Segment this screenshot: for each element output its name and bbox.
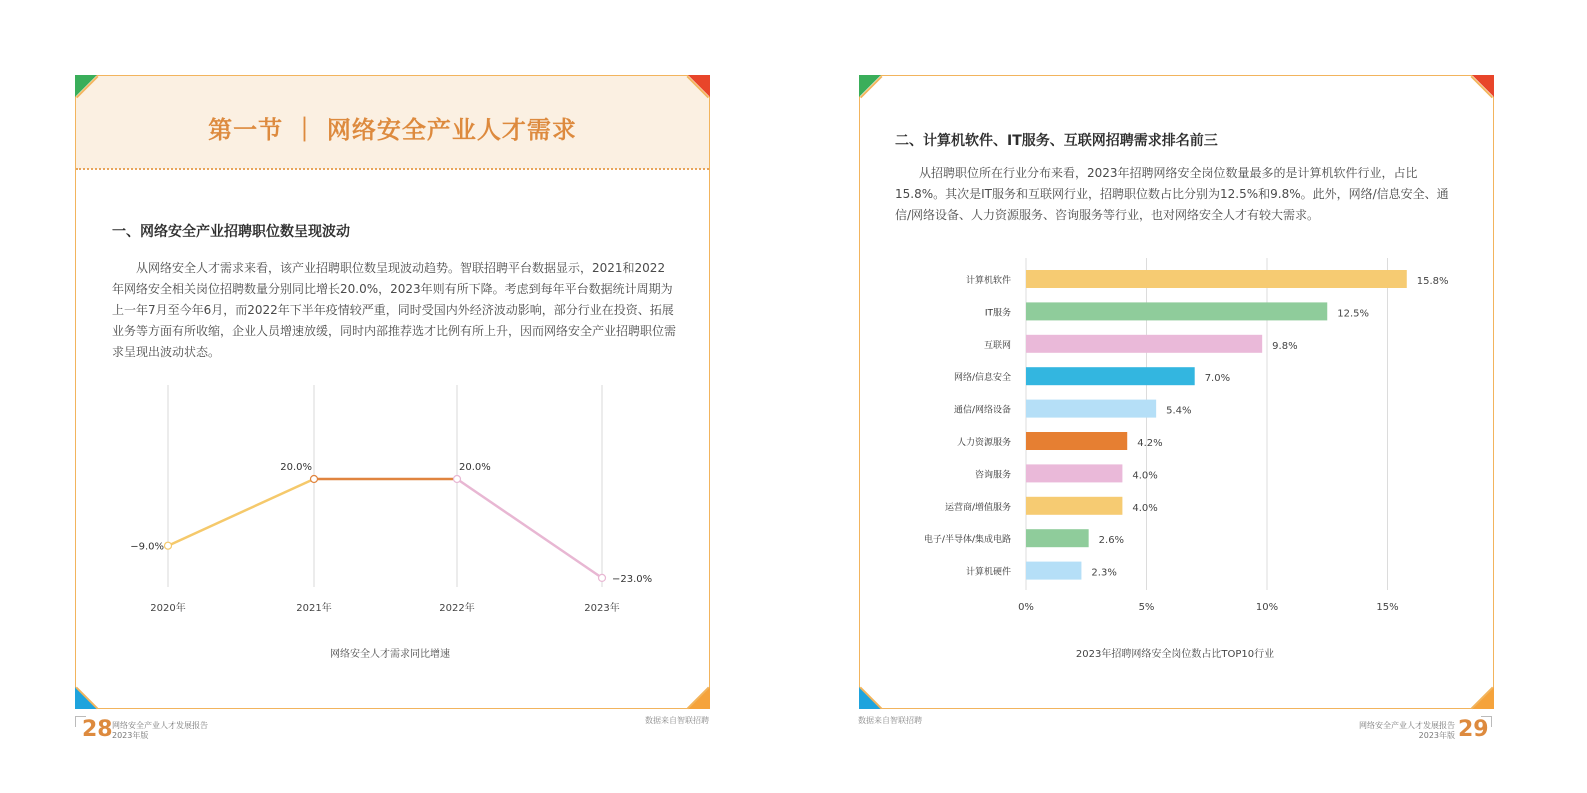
category-label: 人力资源服务	[956, 438, 1011, 448]
left-subheading: 一、网络安全产业招聘职位数呈现波动	[112, 224, 350, 240]
bar	[1026, 400, 1156, 418]
bar	[1026, 302, 1327, 320]
value-label: 9.8%	[1272, 340, 1298, 352]
right-footer-text	[1290, 721, 1455, 741]
category-label: 电子/半导体/集成电路	[923, 535, 1011, 546]
bar	[1026, 367, 1195, 385]
value-label: 4.0%	[1132, 470, 1158, 482]
footer-mark	[1481, 716, 1492, 727]
bar	[1026, 270, 1407, 288]
line-chart	[110, 380, 690, 620]
title-divider	[76, 168, 709, 170]
x-tick-label: 5%	[1138, 602, 1155, 613]
x-tick-label: 2022年	[439, 603, 475, 614]
data-label: −23.0%	[612, 573, 653, 585]
line-chart-caption: 网络安全人才需求同比增速	[330, 649, 450, 660]
data-label: 20.0%	[459, 462, 491, 473]
left-paragraph: 从网络安全人才需求来看，该产业招聘职位数呈现波动趋势。智联招聘平台数据显示，2021和2022年网络安全相关岗位招聘数量分别同比增长20.0%，2023年则有所下降。考虑到每年平台数据统计周期为上一年7月至今年6月，而2022年下半年疫情较严重，同时受国内外经济波动影响，部分行业在投资、拓展业务等方面有所收缩，企业人员增速放缓，同时内部推荐选才比例有所上升，因而网络安全产业招聘职位需求呈现出波动状态。	[112, 261, 677, 359]
value-label: 2.3%	[1091, 567, 1117, 579]
category-label: 计算机硬件	[965, 567, 1011, 578]
bar	[1026, 562, 1081, 580]
right-subheading: 二、计算机软件、IT服务、互联网招聘需求排名前三	[895, 133, 1218, 149]
value-label: 4.0%	[1132, 502, 1158, 514]
bar	[1026, 464, 1122, 482]
category-label: 运营商/增值服务	[944, 502, 1011, 513]
page-number-left: 28	[82, 717, 113, 742]
value-label: 5.4%	[1166, 405, 1192, 417]
section-title: 第一节 ｜ 网络安全产业人才需求	[208, 116, 577, 144]
value-label: 4.2%	[1137, 438, 1163, 449]
category-label: 咨询服务	[974, 470, 1011, 481]
category-label: IT服务	[984, 308, 1011, 319]
category-label: 计算机软件	[965, 276, 1011, 286]
footer-edition: 2023年版	[112, 731, 149, 740]
bar-chart	[880, 255, 1460, 620]
corner-orange	[688, 687, 710, 709]
category-label: 网络/信息安全	[953, 373, 1011, 384]
bar	[1026, 335, 1262, 353]
left-source-note: 数据来自智联招聘	[645, 716, 709, 725]
bar	[1026, 529, 1089, 547]
corner-orange	[1472, 687, 1494, 709]
page-number-right: 29	[1458, 717, 1489, 742]
x-tick-label: 2021年	[296, 603, 332, 614]
line-segment	[457, 479, 602, 578]
value-label: 12.5%	[1337, 308, 1370, 320]
category-label: 通信/网络设备	[953, 405, 1011, 416]
data-label: −9.0%	[130, 541, 164, 553]
category-label: 互联网	[983, 340, 1011, 351]
right-paragraph: 从招聘职位所在行业分布来看，2023年招聘网络安全岗位数量最多的是计算机软件行业，占比15.8%。其次是IT服务和互联网行业，招聘职位数占比分别为12.5%和9.8%。此外，网络/信息安全、通信/网络设备、人力资源服务、咨询服务等行业，也对网络安全人才有较大需求。	[895, 166, 1449, 222]
bar	[1026, 432, 1127, 450]
data-point	[311, 476, 318, 483]
footer-edition: 2023年版	[1418, 731, 1455, 740]
x-tick-label: 2023年	[584, 603, 620, 614]
value-label: 15.8%	[1416, 276, 1449, 287]
data-label: 20.0%	[280, 462, 312, 473]
x-tick-label: 15%	[1376, 602, 1399, 613]
data-point	[165, 542, 172, 549]
x-tick-label: 2020年	[150, 603, 186, 614]
bar-chart-caption: 2023年招聘网络安全岗位数占比TOP10行业	[1075, 649, 1275, 660]
bar	[1026, 497, 1122, 515]
x-tick-label: 0%	[1018, 602, 1034, 613]
value-label: 2.6%	[1098, 535, 1125, 547]
line-segment	[168, 479, 314, 546]
data-point	[599, 574, 606, 581]
right-source-note: 数据来自智联招聘	[858, 716, 922, 725]
x-tick-label: 10%	[1255, 602, 1279, 613]
data-point	[454, 476, 461, 483]
footer-report-title: 网络安全产业人才发展报告	[1359, 721, 1455, 730]
value-label: 7.0%	[1204, 373, 1231, 385]
footer-report-title: 网络安全产业人才发展报告	[112, 721, 208, 730]
left-footer-text	[112, 721, 208, 741]
